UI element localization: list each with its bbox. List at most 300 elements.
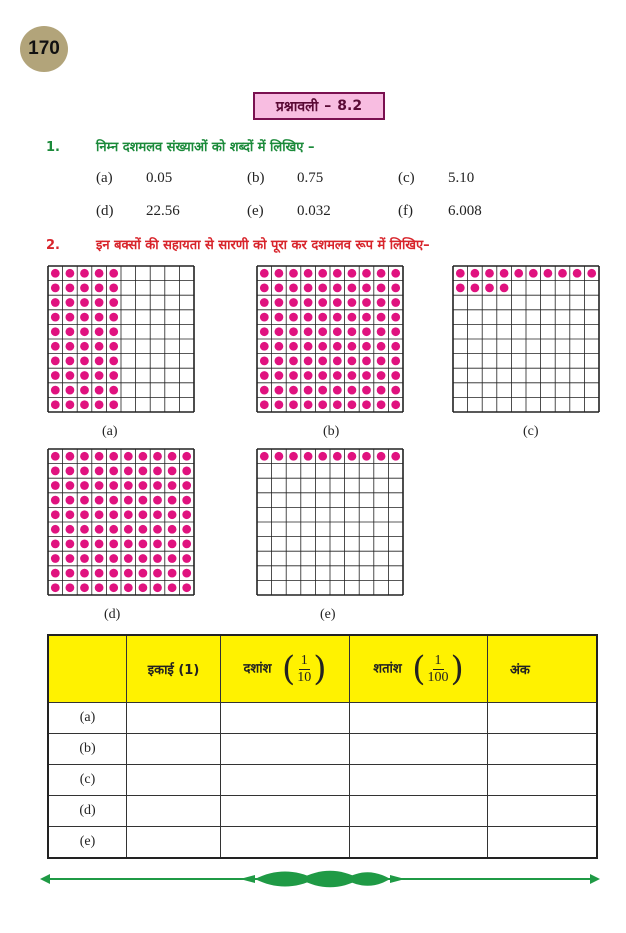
shaded-dot — [391, 371, 400, 380]
shaded-dot — [391, 298, 400, 307]
shaded-dot — [80, 400, 89, 409]
shaded-dot — [391, 357, 400, 366]
shaded-dot — [391, 452, 400, 461]
shaded-dot — [391, 386, 400, 395]
shaded-dot — [66, 510, 75, 519]
header-blank — [48, 635, 127, 703]
shaded-dot — [260, 327, 269, 336]
shaded-dot — [66, 452, 75, 461]
shaded-dot — [275, 342, 284, 351]
fraction-numerator: 1 — [434, 652, 442, 668]
shaded-dot — [66, 525, 75, 534]
shaded-dot — [333, 371, 342, 380]
answer-cell[interactable] — [350, 827, 488, 859]
shaded-dot — [318, 386, 327, 395]
shaded-dot — [153, 554, 162, 563]
shaded-dot — [66, 342, 75, 351]
question-1 — [46, 137, 314, 155]
exercise-label: प्रश्नावली — [275, 98, 319, 115]
shaded-dot — [124, 452, 133, 461]
shaded-dot — [139, 452, 148, 461]
shaded-dot — [139, 467, 148, 476]
shaded-dot — [109, 400, 118, 409]
exercise-title — [253, 92, 385, 120]
shaded-dot — [109, 481, 118, 490]
shaded-dot — [80, 583, 89, 592]
table-row — [48, 827, 597, 859]
answer-cell[interactable] — [127, 796, 221, 827]
shaded-dot — [289, 400, 298, 409]
shaded-dot — [260, 452, 269, 461]
shaded-dot — [139, 569, 148, 578]
shaded-dot — [260, 298, 269, 307]
grid-caption-c: (c) — [523, 424, 539, 439]
answer-cell[interactable] — [488, 796, 598, 827]
shaded-dot — [109, 467, 118, 476]
shaded-dot — [275, 313, 284, 322]
shaded-dot — [95, 510, 104, 519]
table-header-row — [48, 635, 597, 703]
shaded-dot — [95, 357, 104, 366]
shaded-dot — [289, 342, 298, 351]
shaded-dot — [109, 357, 118, 366]
shaded-dot — [109, 525, 118, 534]
shaded-dot — [80, 452, 89, 461]
shaded-dot — [95, 540, 104, 549]
answer-cell[interactable] — [488, 734, 598, 765]
shaded-dot — [362, 298, 371, 307]
shaded-dot — [168, 510, 177, 519]
header-hundredths — [350, 635, 488, 703]
grid-caption-b: (b) — [323, 424, 340, 439]
shaded-dot — [66, 481, 75, 490]
shaded-dot — [80, 357, 89, 366]
fraction-one-tenth: ( $\frac{1}{10}$ ) — [281, 649, 327, 689]
shaded-dot — [124, 569, 133, 578]
shaded-dot — [391, 284, 400, 293]
shaded-dot — [377, 298, 386, 307]
shaded-dot — [95, 569, 104, 578]
option-label: (a) — [96, 170, 113, 186]
shaded-dot — [124, 510, 133, 519]
shaded-dot — [318, 452, 327, 461]
shaded-dot — [377, 386, 386, 395]
shaded-dot — [80, 525, 89, 534]
shaded-dot — [362, 269, 371, 278]
shaded-dot — [362, 371, 371, 380]
shaded-dot — [153, 569, 162, 578]
shaded-dot — [109, 540, 118, 549]
shaded-dot — [153, 510, 162, 519]
question-2-text: इन बक्सों की सहायता से सारणी को पूरा कर दशमलव रूप में लिखिए– — [96, 238, 430, 253]
shaded-dot — [168, 481, 177, 490]
shaded-dot — [182, 525, 191, 534]
question-1-number: 1. — [46, 140, 60, 155]
shaded-dot — [333, 313, 342, 322]
shaded-dot — [80, 284, 89, 293]
shaded-dot — [124, 554, 133, 563]
option-value: 0.05 — [146, 170, 173, 186]
shaded-dot — [260, 371, 269, 380]
grid-caption-e: (e) — [320, 607, 336, 622]
shaded-dot — [318, 327, 327, 336]
grid-caption-a: (a) — [102, 424, 118, 439]
shaded-dot — [260, 400, 269, 409]
shaded-dot — [80, 481, 89, 490]
shaded-dot — [289, 452, 298, 461]
row-label: (b) — [48, 734, 127, 765]
shaded-dot — [109, 269, 118, 278]
option-value: 0.75 — [297, 170, 324, 186]
option-b — [247, 170, 323, 187]
shaded-dot — [95, 342, 104, 351]
shaded-dot — [391, 327, 400, 336]
shaded-dot — [168, 452, 177, 461]
shaded-dot — [182, 496, 191, 505]
answer-cell[interactable] — [350, 796, 488, 827]
shaded-dot — [182, 481, 191, 490]
shaded-dot — [377, 452, 386, 461]
shaded-dot — [124, 540, 133, 549]
shaded-dot — [139, 510, 148, 519]
shaded-dot — [362, 284, 371, 293]
shaded-dot — [182, 569, 191, 578]
shaded-dot — [80, 269, 89, 278]
table-row — [48, 765, 597, 796]
shaded-dot — [51, 569, 60, 578]
shaded-dot — [289, 327, 298, 336]
table-row — [48, 734, 597, 765]
shaded-dot — [304, 269, 313, 278]
answer-cell[interactable] — [221, 827, 350, 859]
shaded-dot — [51, 269, 60, 278]
shaded-dot — [318, 371, 327, 380]
shaded-dot — [95, 467, 104, 476]
shaded-dot — [348, 371, 357, 380]
shaded-dot — [514, 269, 523, 278]
shaded-dot — [80, 313, 89, 322]
shaded-dot — [80, 386, 89, 395]
shaded-dot — [182, 583, 191, 592]
shaded-dot — [348, 452, 357, 461]
shaded-dot — [377, 327, 386, 336]
page-number-badge — [20, 26, 68, 72]
shaded-dot — [124, 481, 133, 490]
shaded-dot — [66, 400, 75, 409]
option-value: 22.56 — [146, 203, 180, 219]
shaded-dot — [66, 540, 75, 549]
shaded-dot — [139, 554, 148, 563]
shaded-dot — [51, 452, 60, 461]
hundred-grid-a — [47, 265, 195, 413]
answer-cell[interactable] — [221, 734, 350, 765]
shaded-dot — [275, 327, 284, 336]
shaded-dot — [182, 467, 191, 476]
shaded-dot — [109, 298, 118, 307]
shaded-dot — [168, 554, 177, 563]
shaded-dot — [109, 554, 118, 563]
header-tenths — [221, 635, 350, 703]
header-number-label: अंक — [510, 663, 530, 678]
shaded-dot — [109, 583, 118, 592]
shaded-dot — [377, 371, 386, 380]
shaded-dot — [95, 400, 104, 409]
shaded-dot — [109, 342, 118, 351]
shaded-dot — [333, 298, 342, 307]
shaded-dot — [153, 467, 162, 476]
shaded-dot — [80, 342, 89, 351]
option-a — [96, 170, 172, 187]
fraction-denominator: 100 — [427, 669, 449, 685]
shaded-dot — [348, 269, 357, 278]
shaded-dot — [80, 540, 89, 549]
shaded-dot — [304, 342, 313, 351]
shaded-dot — [485, 284, 494, 293]
shaded-dot — [275, 357, 284, 366]
shaded-dot — [348, 327, 357, 336]
shaded-dot — [182, 540, 191, 549]
row-label: (d) — [48, 796, 127, 827]
fraction-one-hundredth: ( $\frac{1}{100}$ ) — [412, 649, 464, 689]
shaded-dot — [66, 357, 75, 366]
shaded-dot — [391, 400, 400, 409]
shaded-dot — [275, 400, 284, 409]
shaded-dot — [51, 525, 60, 534]
shaded-dot — [80, 467, 89, 476]
question-1-text: निम्न दशमलव संख्याओं को शब्दों में लिखिए – — [96, 140, 315, 155]
hundred-grid-d — [47, 448, 195, 596]
answer-cell[interactable] — [488, 703, 598, 734]
shaded-dot — [260, 357, 269, 366]
answer-cell[interactable] — [127, 703, 221, 734]
shaded-dot — [168, 525, 177, 534]
shaded-dot — [168, 540, 177, 549]
answer-cell[interactable] — [127, 827, 221, 859]
shaded-dot — [80, 298, 89, 307]
header-tenths-label: दशांश — [243, 661, 272, 677]
shaded-dot — [95, 269, 104, 278]
shaded-dot — [153, 540, 162, 549]
shaded-dot — [587, 269, 596, 278]
answer-cell[interactable] — [488, 765, 598, 796]
shaded-dot — [348, 313, 357, 322]
shaded-dot — [260, 342, 269, 351]
shaded-dot — [51, 467, 60, 476]
shaded-dot — [153, 496, 162, 505]
shaded-dot — [348, 298, 357, 307]
shaded-dot — [139, 496, 148, 505]
shaded-dot — [80, 510, 89, 519]
shaded-dot — [51, 583, 60, 592]
answer-cell[interactable] — [127, 734, 221, 765]
shaded-dot — [260, 313, 269, 322]
shaded-dot — [153, 452, 162, 461]
shaded-dot — [260, 284, 269, 293]
shaded-dot — [318, 269, 327, 278]
answer-cell[interactable] — [221, 796, 350, 827]
shaded-dot — [289, 313, 298, 322]
shaded-dot — [124, 525, 133, 534]
shaded-dot — [304, 452, 313, 461]
shaded-dot — [95, 386, 104, 395]
option-label: (b) — [247, 170, 265, 186]
shaded-dot — [348, 357, 357, 366]
shaded-dot — [66, 313, 75, 322]
shaded-dot — [51, 357, 60, 366]
hundred-grid-b — [256, 265, 404, 413]
shaded-dot — [391, 269, 400, 278]
shaded-dot — [362, 452, 371, 461]
shaded-dot — [182, 554, 191, 563]
shaded-dot — [95, 371, 104, 380]
shaded-dot — [377, 284, 386, 293]
shaded-dot — [51, 298, 60, 307]
shaded-dot — [95, 298, 104, 307]
shaded-dot — [51, 400, 60, 409]
shaded-dot — [529, 269, 538, 278]
shaded-dot — [168, 569, 177, 578]
shaded-dot — [318, 400, 327, 409]
header-number — [488, 635, 598, 703]
shaded-dot — [362, 327, 371, 336]
page-number: 170 — [28, 38, 60, 59]
question-2 — [46, 235, 430, 253]
answer-cell[interactable] — [488, 827, 598, 859]
shaded-dot — [377, 313, 386, 322]
shaded-dot — [95, 554, 104, 563]
shaded-dot — [66, 569, 75, 578]
hundred-grid-c — [452, 265, 600, 413]
option-d — [96, 203, 180, 220]
grid-caption-d: (d) — [104, 607, 121, 622]
shaded-dot — [109, 496, 118, 505]
shaded-dot — [377, 357, 386, 366]
shaded-dot — [51, 371, 60, 380]
shaded-dot — [95, 583, 104, 592]
shaded-dot — [168, 496, 177, 505]
shaded-dot — [124, 583, 133, 592]
shaded-dot — [66, 298, 75, 307]
shaded-dot — [318, 298, 327, 307]
answer-cell[interactable] — [221, 703, 350, 734]
shaded-dot — [66, 496, 75, 505]
shaded-dot — [485, 269, 494, 278]
shaded-dot — [95, 284, 104, 293]
option-label: (e) — [247, 203, 264, 219]
shaded-dot — [362, 386, 371, 395]
shaded-dot — [275, 284, 284, 293]
option-label: (f) — [398, 203, 413, 219]
shaded-dot — [289, 371, 298, 380]
exercise-dash: – — [324, 98, 332, 114]
shaded-dot — [289, 269, 298, 278]
shaded-dot — [558, 269, 567, 278]
shaded-dot — [362, 313, 371, 322]
shaded-dot — [95, 496, 104, 505]
row-label: (e) — [48, 827, 127, 859]
shaded-dot — [304, 327, 313, 336]
shaded-dot — [66, 583, 75, 592]
answer-cell[interactable] — [350, 765, 488, 796]
shaded-dot — [333, 386, 342, 395]
shaded-dot — [348, 386, 357, 395]
shaded-dot — [304, 313, 313, 322]
answer-cell[interactable] — [350, 734, 488, 765]
shaded-dot — [544, 269, 553, 278]
shaded-dot — [66, 371, 75, 380]
shaded-dot — [573, 269, 582, 278]
option-c — [398, 170, 474, 187]
shaded-dot — [304, 357, 313, 366]
option-f — [398, 203, 482, 220]
shaded-dot — [95, 525, 104, 534]
shaded-dot — [51, 284, 60, 293]
shaded-dot — [124, 496, 133, 505]
shaded-dot — [348, 284, 357, 293]
shaded-dot — [66, 554, 75, 563]
shaded-dot — [456, 284, 465, 293]
table-row — [48, 703, 597, 734]
shaded-dot — [333, 284, 342, 293]
shaded-dot — [471, 269, 480, 278]
option-value: 0.032 — [297, 203, 331, 219]
header-units-label: इकाई (1) — [147, 663, 200, 678]
shaded-dot — [289, 298, 298, 307]
shaded-dot — [275, 452, 284, 461]
shaded-dot — [153, 481, 162, 490]
shaded-dot — [362, 400, 371, 409]
shaded-dot — [304, 386, 313, 395]
shaded-dot — [377, 269, 386, 278]
shaded-dot — [95, 481, 104, 490]
shaded-dot — [318, 313, 327, 322]
shaded-dot — [348, 400, 357, 409]
shaded-dot — [51, 496, 60, 505]
answer-cell[interactable] — [221, 765, 350, 796]
shaded-dot — [95, 313, 104, 322]
answer-cell[interactable] — [127, 765, 221, 796]
shaded-dot — [51, 510, 60, 519]
shaded-dot — [139, 583, 148, 592]
option-value: 5.10 — [448, 170, 475, 186]
shaded-dot — [80, 554, 89, 563]
shaded-dot — [275, 298, 284, 307]
shaded-dot — [333, 269, 342, 278]
option-value: 6.008 — [448, 203, 482, 219]
shaded-dot — [333, 357, 342, 366]
shaded-dot — [139, 481, 148, 490]
shaded-dot — [456, 269, 465, 278]
exercise-number: 8.2 — [337, 98, 363, 114]
shaded-dot — [66, 284, 75, 293]
shaded-dot — [304, 371, 313, 380]
shaded-dot — [304, 400, 313, 409]
shaded-dot — [109, 569, 118, 578]
header-units — [127, 635, 221, 703]
shaded-dot — [109, 313, 118, 322]
shaded-dot — [289, 284, 298, 293]
shaded-dot — [289, 386, 298, 395]
shaded-dot — [109, 386, 118, 395]
shaded-dot — [66, 386, 75, 395]
shaded-dot — [168, 583, 177, 592]
shaded-dot — [80, 327, 89, 336]
answer-cell[interactable] — [350, 703, 488, 734]
shaded-dot — [80, 496, 89, 505]
shaded-dot — [51, 540, 60, 549]
header-hundredths-label: शतांश — [373, 661, 402, 677]
shaded-dot — [109, 371, 118, 380]
